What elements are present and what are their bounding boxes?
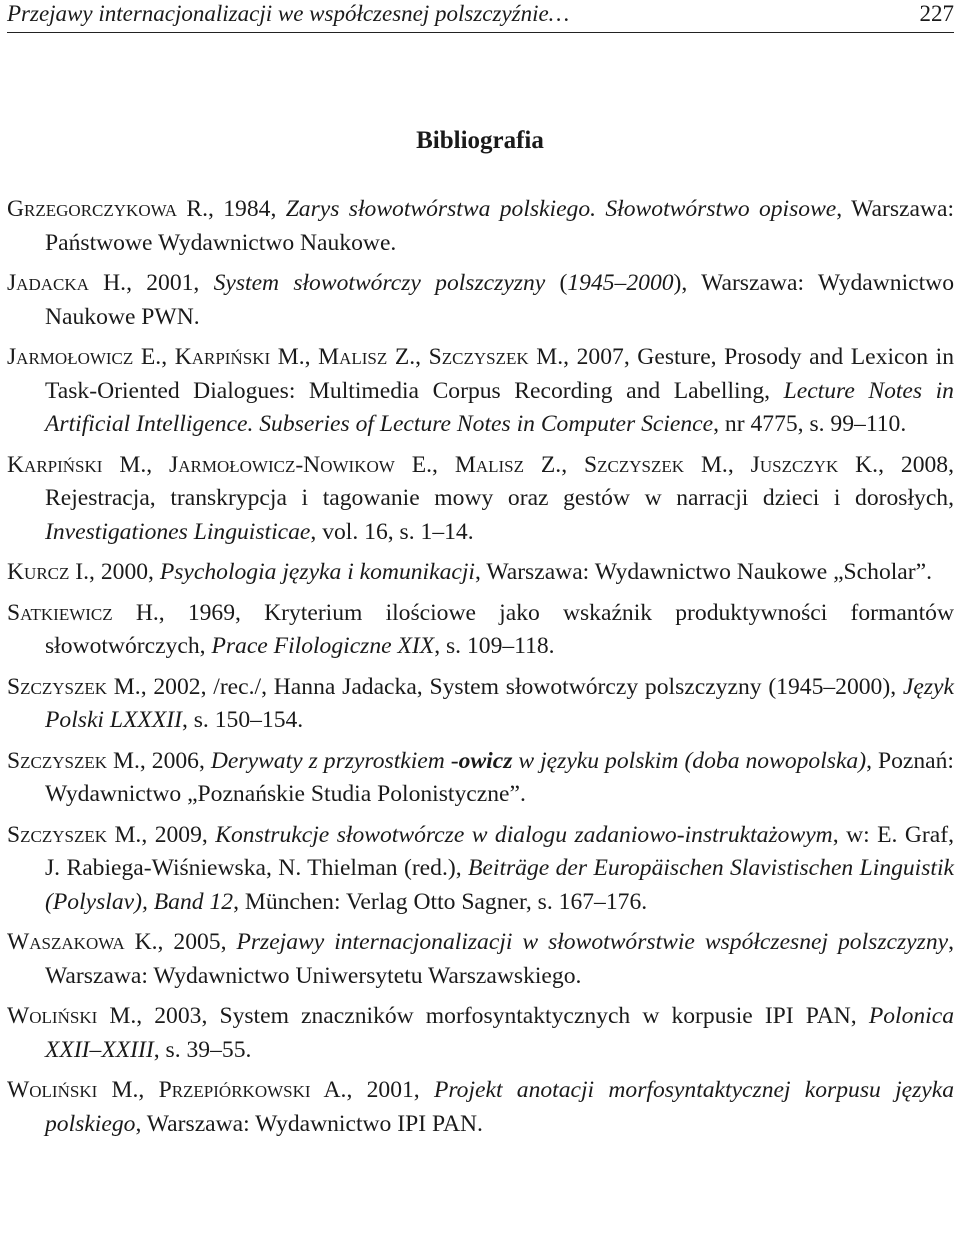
entry-title: Przejawy internacjonalizacji w słowotwórstwie współczesnej polszczyzny (236, 929, 949, 955)
entry-author: Karpiński M. (174, 344, 305, 370)
entry-text: , München: Verlag Otto Sagner, s. 167–176. (233, 888, 648, 915)
entry-title: Polonica XXII–XXIII (45, 1003, 954, 1063)
entry-title: Prace Filologiczne XIX (211, 633, 435, 659)
entry-text: , Poznań: Wydawnictwo „Poznańskie Studia Polonistyczne”. (45, 747, 954, 807)
entry-text: , 2003, System znaczników morfosyntaktycznych w korpusie IPI PAN, (136, 1003, 869, 1029)
entry-author: Jarmołowicz-Nowikow E. (169, 451, 433, 478)
entry-title: Derywaty z przyrostkiem - (210, 747, 459, 774)
entry-text: , 2008, Rejestracja, transkrypcja i tagowanie mowy oraz gestów w narracji dzieci i dorosłych, (45, 451, 954, 511)
entry-text: , Warszawa: Wydawnictwo Uniwersytetu Warszawskiego. (45, 929, 954, 989)
running-header (7, 0, 954, 33)
running-title: Przejawy internacjonalizacji we współczesnej polszczyźnie… (7, 1, 570, 26)
entry-author: Szczyszek M. (584, 451, 728, 478)
entry-author: Szczyszek M. (7, 673, 141, 700)
bib-entry-waszakowa-2005 (7, 926, 954, 993)
section-title: Bibliografia (416, 127, 544, 154)
entry-separator: , (304, 344, 319, 370)
bib-entry-szczyszek-2006 (7, 745, 954, 812)
entry-text: , 2006, (139, 747, 211, 774)
entry-separator: , (727, 451, 751, 478)
entry-separator: , (138, 1077, 159, 1103)
entry-author: Waszakowa K. (7, 929, 158, 955)
entry-author: Malisz Z. (454, 451, 562, 478)
bib-entry-szczyszek-2002 (7, 671, 954, 738)
entry-author: Karpiński M. (7, 451, 147, 478)
entry-title: w języku polskim (doba nowopolska) (512, 747, 867, 774)
entry-text: , 1969, Kryterium ilościowe jako wskaźnik produktywności formantów słowotwórczych, (45, 599, 954, 659)
entry-author: Woliński M. (7, 1003, 137, 1029)
entry-text: , nr 4775, s. 99–110. (713, 411, 907, 437)
entry-title: Beiträge der Europäischen Slavistischen Linguistik (Polyslav), Band 12 (45, 855, 954, 915)
entry-separator: , (561, 451, 585, 478)
entry-title: System słowotwórczy polszczyzny (213, 270, 546, 296)
entry-text: , 2007, Gesture, Prosody and Lexicon in Task-Oriented Dialogues: Multimedia Corpus Recording and Labelling, (45, 344, 955, 404)
entry-text: , w: E. Graf, J. Rabiega-Wiśniewska, N. Thielman (red.), (45, 821, 954, 881)
entry-text: , 2002, /rec./, Hanna Jadacka, System słowotwórczy polszczyzny (1945–2000), (140, 673, 903, 700)
entry-author: Satkiewicz H. (7, 599, 159, 626)
entry-title: Język Polski LXXXII (45, 673, 954, 733)
bib-entry-grzegorczykowa-1984 (7, 193, 954, 260)
entry-title: Konstrukcje słowotwórcze w dialogu zadaniowo-instruktażowym (215, 821, 833, 848)
bib-entry-kurcz-2000 (7, 556, 954, 590)
entry-author: Kurcz I. (7, 559, 90, 585)
bibliography-list (7, 193, 954, 1148)
entry-separator: , (415, 344, 429, 370)
entry-author: Malisz Z. (318, 344, 416, 370)
entry-author: Jadacka H. (7, 270, 127, 296)
entry-text: , 2001, (346, 1077, 434, 1103)
entry-text: , s. 109–118. (434, 633, 555, 659)
entry-text: ( (545, 270, 568, 296)
entry-title-suffix: owicz (458, 747, 513, 774)
entry-author: Szczyszek M. (7, 747, 140, 774)
bib-entry-satkiewicz-1969 (7, 597, 954, 664)
entry-separator: , (432, 451, 455, 478)
entry-author: Szczyszek M. (428, 344, 564, 370)
entry-author: Jarmołowicz E. (7, 344, 162, 370)
entry-text: , 2000, (89, 559, 160, 585)
entry-text: , vol. 16, s. 1–14. (310, 518, 474, 545)
entry-text: , 1984, (208, 196, 286, 222)
entry-author: Przepiórkowski A. (158, 1077, 347, 1103)
entry-separator: , (146, 451, 170, 478)
entry-text: , s. 150–154. (181, 707, 304, 733)
entry-text: , Warszawa: Wydawnictwo Naukowe „Scholar”. (474, 559, 933, 585)
entry-text: ), Warszawa: Wydawnictwo Naukowe PWN. (45, 270, 954, 330)
bib-entry-jarmolowicz-2007 (7, 341, 954, 442)
entry-author: Grzegorczykowa R. (7, 196, 209, 222)
entry-author: Juszczyk K. (750, 451, 879, 478)
entry-title-years: 1945–2000 (567, 270, 674, 296)
entry-author: Woliński M. (7, 1077, 139, 1103)
entry-text: , Warszawa: Wydawnictwo IPI PAN. (135, 1110, 483, 1137)
entry-title: Investigationes Linguisticae (45, 518, 311, 545)
entry-separator: , (161, 344, 175, 370)
entry-text: , s. 39–55. (153, 1036, 252, 1063)
bib-entry-szczyszek-2009 (7, 819, 954, 920)
bib-entry-karpinski-2008 (7, 449, 954, 550)
entry-text: , Warszawa: Państwowe Wydawnictwo Naukowe. (45, 196, 955, 256)
bib-entry-jadacka-2001 (7, 267, 954, 334)
entry-title: Projekt anotacji morfosyntaktycznej korpusu języka polskiego (45, 1077, 955, 1137)
entry-title: Psychologia języka i komunikacji (159, 559, 475, 585)
page-number: 227 (919, 1, 954, 26)
entry-title: Zarys słowotwórstwa polskiego. Słowotwórstwo opisowe (285, 196, 837, 222)
entry-text: , 2009, (141, 821, 216, 848)
entry-title: Lecture Notes in Artificial Intelligence. Subseries of Lecture Notes in Computer Science (45, 377, 954, 437)
bib-entry-wolinski-2001 (7, 1074, 954, 1141)
entry-text: , 2005, (157, 929, 237, 955)
bib-entry-wolinski-2003 (7, 1000, 954, 1067)
entry-author: Szczyszek M. (7, 821, 142, 848)
entry-text: , 2001, (126, 270, 214, 296)
